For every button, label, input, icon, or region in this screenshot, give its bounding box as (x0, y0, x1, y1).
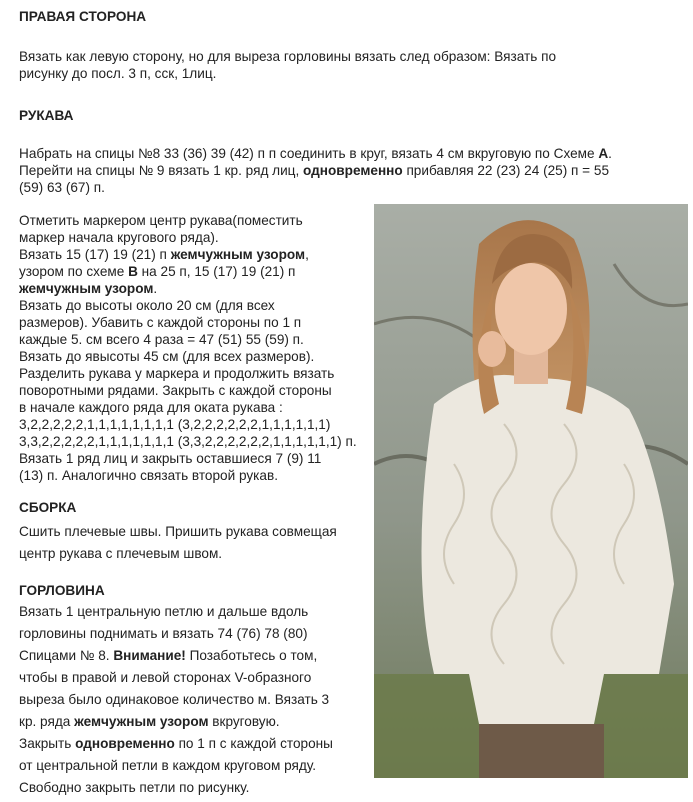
text-line: вкруговую. (208, 714, 280, 729)
text-line: рисунку до посл. 3 п, сск, 1лиц. (19, 66, 217, 81)
text-line: Вязать 1 ряд лиц и закрыть оставшиеся 7 (9) 11 (19, 451, 322, 466)
bold-text: В (128, 264, 138, 279)
sleeves-body-text (19, 212, 357, 484)
bold-text: А (598, 146, 609, 161)
text-line: размеров). Убавить с каждой стороны по 1 п (19, 315, 302, 330)
text-line: Сшить плечевые швы. Пришить рукава совмещая (19, 524, 337, 539)
text-line: прибавляя 22 (23) 24 (25) п = 55 (402, 163, 610, 178)
text-line: в начале каждого ряда для оката рукава : (19, 400, 283, 415)
text-line: (59) 63 (67) п. (19, 180, 105, 195)
text-line: Позаботьтесь о том, (185, 648, 318, 663)
text-line: Набрать на спицы №8 33 (36) 39 (42) п п соединить в круг, вязать 4 см вкруговую по Схеме (19, 146, 599, 161)
text-line: от центральной петли в каждом круговом ряду. (19, 758, 317, 773)
bold-text: жемчужным узором (74, 714, 209, 729)
text-line: каждые 5. см всего 4 раза = 47 (51) 55 (59) п. (19, 332, 304, 347)
text-line: , (305, 247, 309, 262)
right-side-text (19, 48, 556, 82)
bold-text: жемчужным узором (170, 247, 306, 262)
text-line: маркер начала кругового ряда). (19, 230, 219, 245)
text-line: чтобы в правой и левой сторонах V-образного (19, 670, 312, 685)
text-line: выреза было одинаковое количество м. Вязать 3 (19, 692, 330, 707)
text-line: . (608, 146, 612, 161)
bold-text: жемчужным узором (19, 281, 154, 296)
text-line: Перейти на спицы № 9 вязать 1 кр. ряд лиц, (19, 163, 304, 178)
bold-text: одновременно (303, 163, 403, 178)
text-line: 3,2,2,2,2,2,1,1,1,1,1,1,1,1 (3,2,2,2,2,2,2,1,1,1,1,1,1) (19, 417, 331, 432)
text-line: Закрыть (19, 736, 76, 751)
bold-text: одновременно (75, 736, 175, 751)
text-line: узором по схеме (19, 264, 129, 279)
text-line: 3,3,2,2,2,2,2,1,1,1,1,1,1,1 (3,3,2,2,2,2,2,2,1,1,1,1,1,1) п. (19, 434, 357, 449)
text-line: Вязать 1 центральную петлю и дальше вдоль (19, 604, 309, 619)
text-line: Отметить маркером центр рукава(поместить (19, 213, 303, 228)
assembly-text (19, 521, 337, 565)
text-line: поворотными рядами. Закрыть с каждой стороны (19, 383, 332, 398)
sleeves-intro-text (19, 145, 612, 196)
section-title-neckline: ГОРЛОВИНА (19, 583, 105, 598)
model-photo (374, 204, 688, 778)
text-line: Разделить рукава у маркера и продолжить вязать (19, 366, 335, 381)
text-line: (13) п. Аналогично связать второй рукав. (19, 468, 278, 483)
model-photo-illustration (374, 204, 688, 778)
text-line: центр рукава с плечевым швом. (19, 546, 223, 561)
text-line: Спицами № 8. (19, 648, 114, 663)
text-line: Вязать 15 (17) 19 (21) п (19, 247, 171, 262)
text-line: Вязать как левую сторону, но для выреза горловины вязать след образом: Вязать по (19, 49, 557, 64)
section-title-right-side: ПРАВАЯ СТОРОНА (19, 9, 147, 24)
text-line: Свободно закрыть петли по рисунку. (19, 780, 250, 795)
text-line: . (153, 281, 158, 296)
text-line: по 1 п с каждой стороны (174, 736, 333, 751)
neckline-text (19, 601, 333, 799)
text-line: кр. ряда (19, 714, 75, 729)
section-title-sleeves: РУКАВА (19, 108, 74, 123)
bold-text: Внимание! (113, 648, 186, 663)
section-title-assembly: СБОРКА (19, 500, 77, 515)
text-line: на 25 п, 15 (17) 19 (21) п (137, 264, 296, 279)
text-line: Вязать до явысоты 45 см (для всех размеров). (19, 349, 315, 364)
text-line: Вязать до высоты около 20 см (для всех (19, 298, 275, 313)
text-line: горловины поднимать и вязать 74 (76) 78 (80) (19, 626, 308, 641)
